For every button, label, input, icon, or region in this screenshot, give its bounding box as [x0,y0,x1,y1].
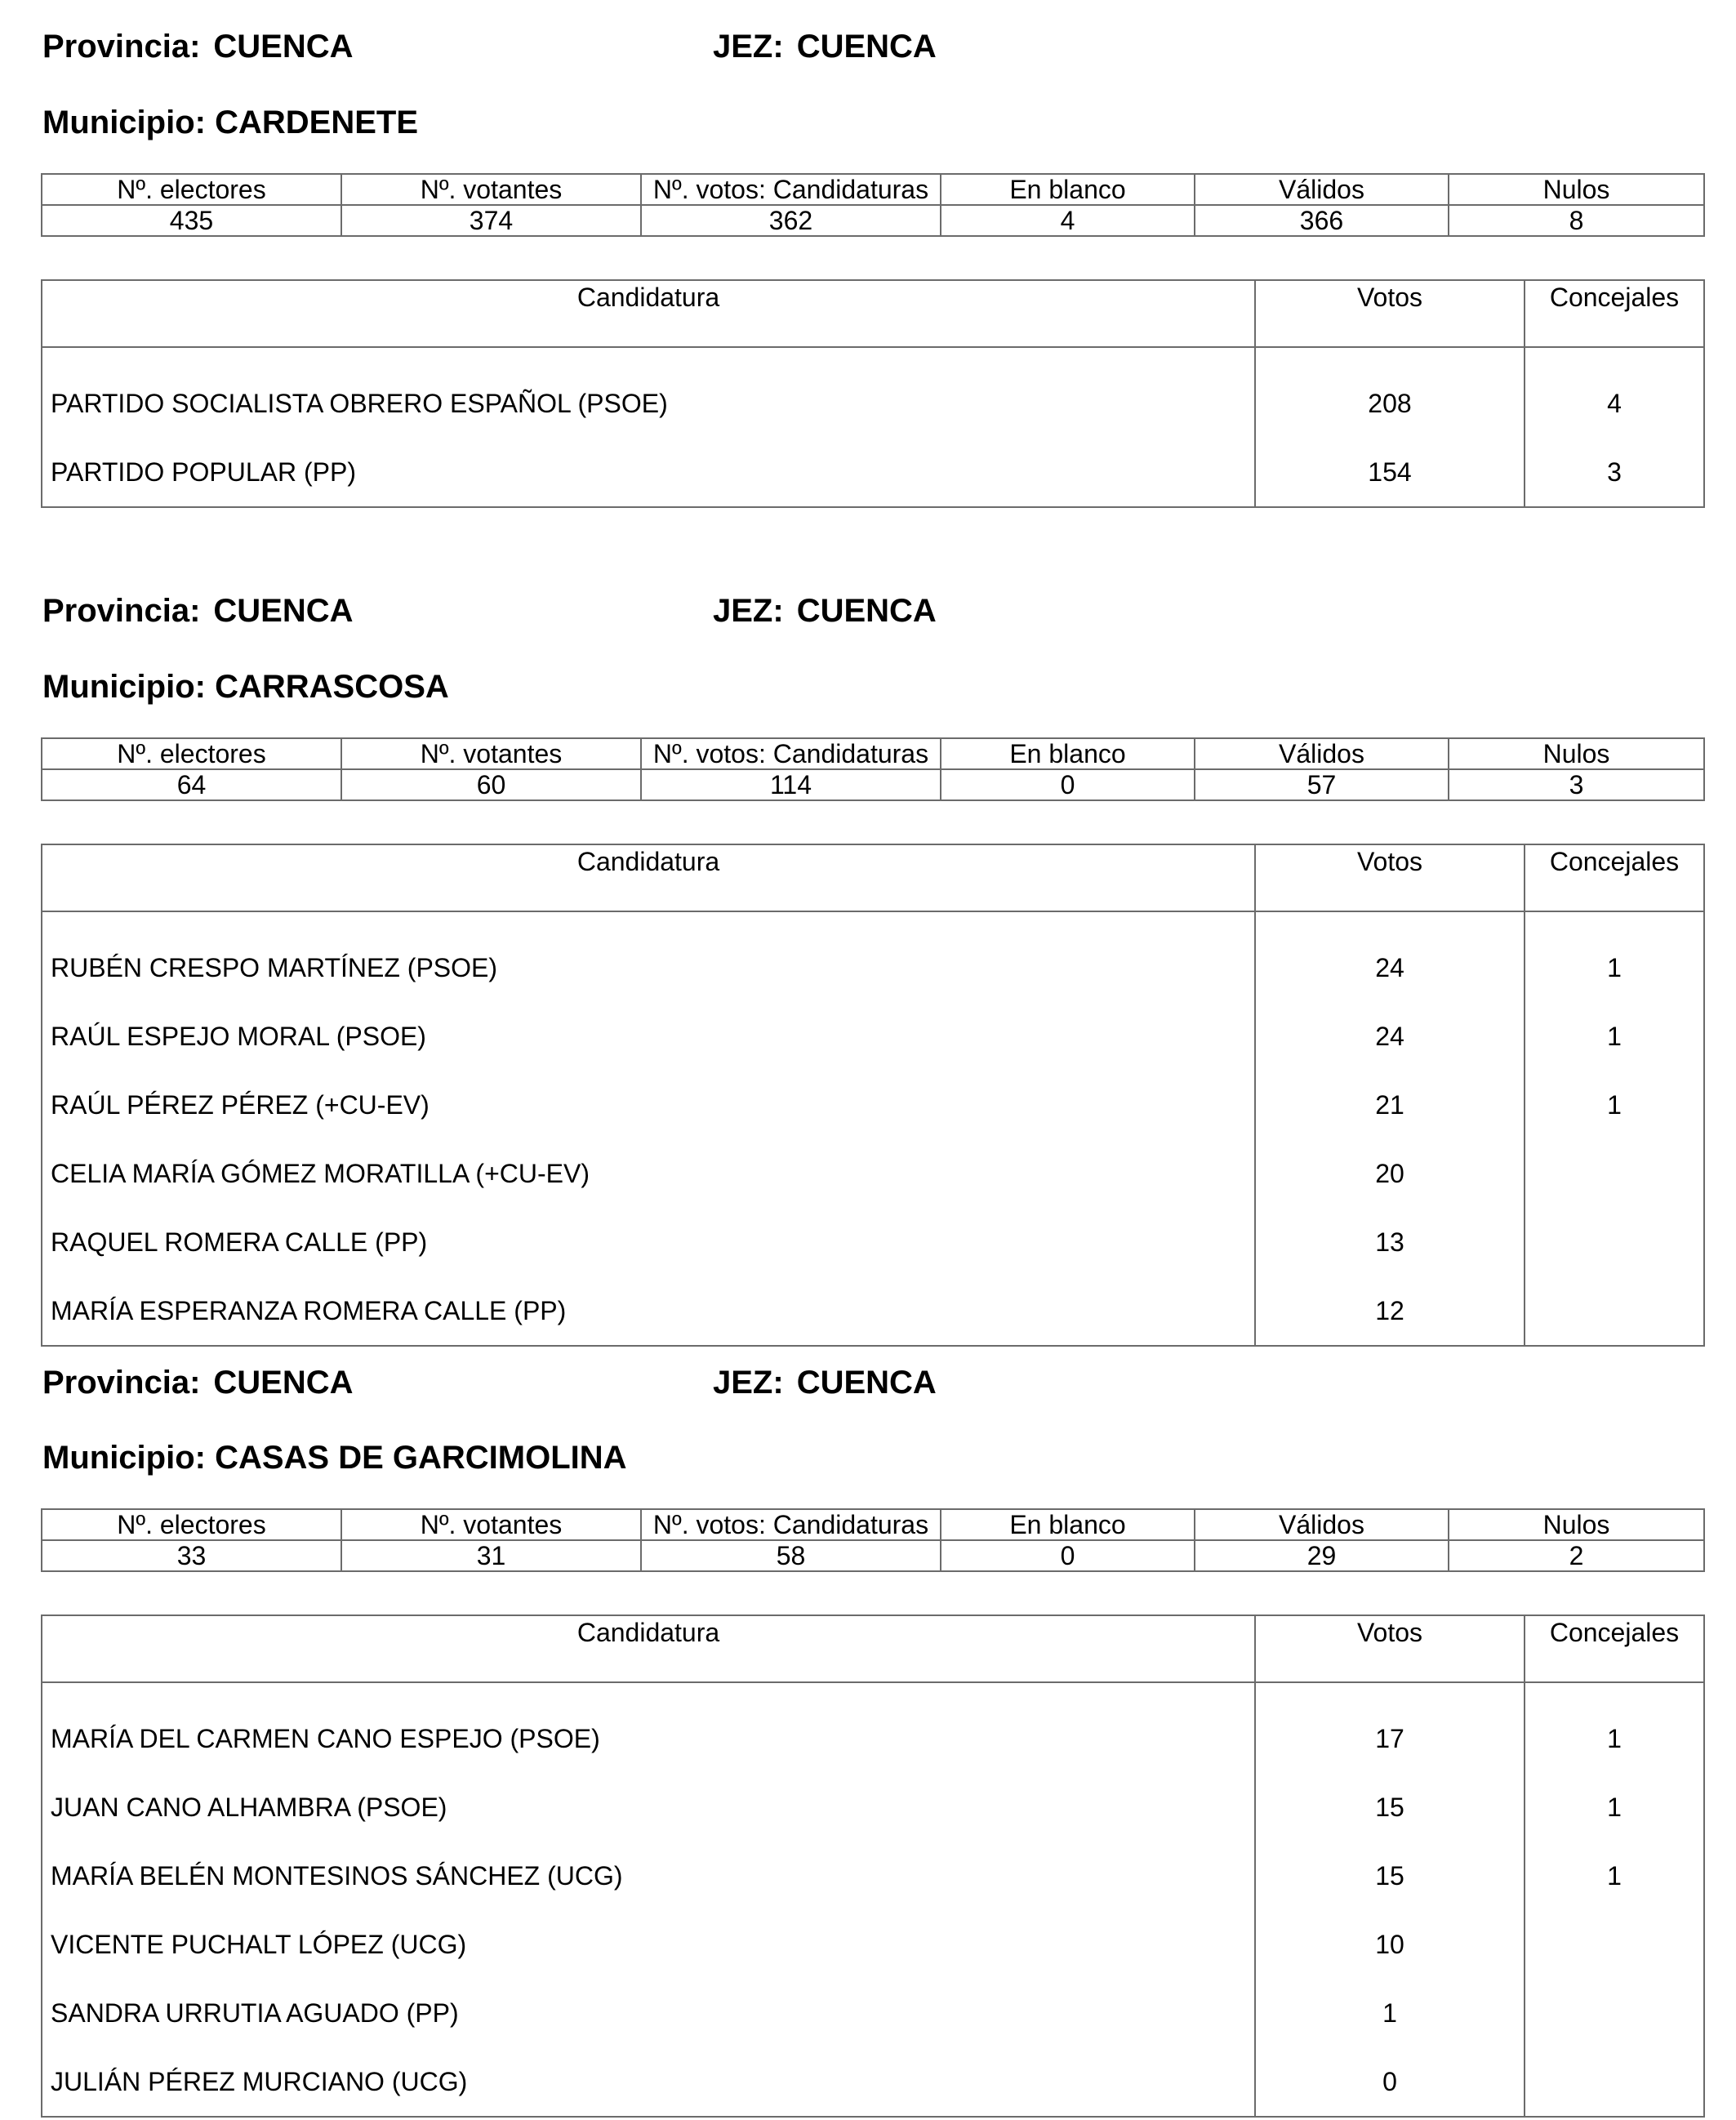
stats-header-nulos: Nulos [1449,174,1704,205]
provincia-heading [42,592,354,630]
stats-header-row [42,174,1704,205]
stats-votos-candidaturas: 114 [641,769,941,800]
candidate-concejales [1525,1910,1704,1979]
jez-heading [713,592,937,630]
stats-header-votantes: Nº. votantes [341,738,641,769]
stats-header-en-blanco: En blanco [941,174,1195,205]
candidate-row [42,911,1704,1002]
municipio-label: Municipio: [42,105,206,140]
provincia-value: CUENCA [213,1365,354,1401]
candidate-votos: 15 [1255,1773,1525,1842]
stats-electores: 33 [42,1540,341,1571]
candidate-concejales: 1 [1525,1002,1704,1071]
candidates-header-row [42,1615,1704,1682]
stats-validos: 366 [1195,205,1449,236]
stats-value-row [42,769,1704,800]
header-candidatura: Candidatura [42,1615,1255,1682]
stats-en-blanco: 4 [941,205,1195,236]
stats-header-votos-candidaturas: Nº. votos: Candidaturas [641,738,941,769]
stats-header-electores: Nº. electores [42,738,341,769]
municipio-heading [42,1439,627,1476]
header-votos: Votos [1255,844,1525,911]
stats-header-votos-candidaturas: Nº. votos: Candidaturas [641,1509,941,1540]
candidate-row [42,1979,1704,2047]
provincia-heading [42,28,354,65]
candidate-row [42,438,1704,507]
candidate-votos: 208 [1255,347,1525,438]
candidate-row [42,1071,1704,1139]
candidate-name: MARÍA DEL CARMEN CANO ESPEJO (PSOE) [42,1682,1255,1773]
candidate-votos: 24 [1255,911,1525,1002]
provincia-heading [42,1364,354,1401]
stats-votantes: 31 [341,1540,641,1571]
municipio-label: Municipio: [42,669,206,705]
header-votos: Votos [1255,280,1525,347]
jez-heading [713,1364,937,1401]
stats-table [41,173,1705,237]
header-concejales: Concejales [1525,280,1704,347]
candidate-concejales: 1 [1525,1071,1704,1139]
candidate-row [42,2047,1704,2117]
municipio-heading [42,104,418,141]
stats-validos: 57 [1195,769,1449,800]
provincia-label: Provincia: [42,593,201,629]
stats-en-blanco: 0 [941,1540,1195,1571]
header-votos: Votos [1255,1615,1525,1682]
municipio-label: Municipio: [42,1440,206,1476]
municipio-value: CARRASCOSA [215,669,449,705]
candidate-votos: 1 [1255,1979,1525,2047]
stats-header-nulos: Nulos [1449,1509,1704,1540]
stats-votantes: 60 [341,769,641,800]
candidate-row [42,1773,1704,1842]
candidate-votos: 12 [1255,1276,1525,1346]
municipio-value: CASAS DE GARCIMOLINA [215,1440,627,1476]
stats-header-electores: Nº. electores [42,174,341,205]
candidate-name: PARTIDO POPULAR (PP) [42,438,1255,507]
stats-header-validos: Válidos [1195,1509,1449,1540]
stats-header-nulos: Nulos [1449,738,1704,769]
stats-table [41,1508,1705,1572]
candidates-header-row [42,844,1704,911]
municipio-value: CARDENETE [215,105,418,140]
jez-label: JEZ: [713,29,784,65]
stats-nulos: 8 [1449,205,1704,236]
header-concejales: Concejales [1525,1615,1704,1682]
stats-validos: 29 [1195,1540,1449,1571]
provincia-value: CUENCA [213,593,354,629]
candidate-votos: 17 [1255,1682,1525,1773]
stats-header-votantes: Nº. votantes [341,1509,641,1540]
candidate-row [42,1682,1704,1773]
candidate-votos: 20 [1255,1139,1525,1208]
candidate-votos: 21 [1255,1071,1525,1139]
stats-header-votos-candidaturas: Nº. votos: Candidaturas [641,174,941,205]
stats-nulos: 2 [1449,1540,1704,1571]
candidate-votos: 13 [1255,1208,1525,1276]
candidate-row [42,1842,1704,1910]
candidate-name: RUBÉN CRESPO MARTÍNEZ (PSOE) [42,911,1255,1002]
candidate-name: SANDRA URRUTIA AGUADO (PP) [42,1979,1255,2047]
candidate-row [42,1208,1704,1276]
stats-header-electores: Nº. electores [42,1509,341,1540]
candidate-name: JULIÁN PÉREZ MURCIANO (UCG) [42,2047,1255,2117]
candidate-name: JUAN CANO ALHAMBRA (PSOE) [42,1773,1255,1842]
stats-value-row [42,205,1704,236]
candidate-name: VICENTE PUCHALT LÓPEZ (UCG) [42,1910,1255,1979]
jez-label: JEZ: [713,593,784,629]
stats-en-blanco: 0 [941,769,1195,800]
header-candidatura: Candidatura [42,844,1255,911]
candidate-concejales: 1 [1525,1773,1704,1842]
candidates-header-row [42,280,1704,347]
stats-votantes: 374 [341,205,641,236]
candidate-votos: 24 [1255,1002,1525,1071]
stats-votos-candidaturas: 362 [641,205,941,236]
candidate-concejales [1525,1208,1704,1276]
candidate-name: RAQUEL ROMERA CALLE (PP) [42,1208,1255,1276]
provincia-label: Provincia: [42,29,201,65]
stats-votos-candidaturas: 58 [641,1540,941,1571]
stats-header-en-blanco: En blanco [941,738,1195,769]
stats-value-row [42,1540,1704,1571]
candidates-table [41,279,1705,508]
jez-value: CUENCA [796,1365,937,1401]
stats-header-row [42,738,1704,769]
candidate-name: PARTIDO SOCIALISTA OBRERO ESPAÑOL (PSOE) [42,347,1255,438]
candidate-row [42,1139,1704,1208]
candidate-concejales [1525,1979,1704,2047]
jez-label: JEZ: [713,1365,784,1401]
municipio-heading [42,668,449,706]
candidate-votos: 154 [1255,438,1525,507]
stats-nulos: 3 [1449,769,1704,800]
stats-header-votantes: Nº. votantes [341,174,641,205]
candidate-concejales [1525,1139,1704,1208]
candidate-name: MARÍA ESPERANZA ROMERA CALLE (PP) [42,1276,1255,1346]
candidate-concejales [1525,1276,1704,1346]
stats-header-en-blanco: En blanco [941,1509,1195,1540]
candidates-table [41,1614,1705,2118]
jez-value: CUENCA [796,29,937,65]
candidate-name: RAÚL ESPEJO MORAL (PSOE) [42,1002,1255,1071]
header-candidatura: Candidatura [42,280,1255,347]
stats-electores: 435 [42,205,341,236]
stats-header-validos: Válidos [1195,738,1449,769]
candidate-row [42,1910,1704,1979]
candidate-concejales: 4 [1525,347,1704,438]
candidates-table [41,844,1705,1347]
provincia-label: Provincia: [42,1365,201,1401]
provincia-value: CUENCA [213,29,354,65]
stats-electores: 64 [42,769,341,800]
stats-table [41,737,1705,801]
candidate-concejales: 1 [1525,1842,1704,1910]
candidate-concejales: 1 [1525,911,1704,1002]
candidate-name: MARÍA BELÉN MONTESINOS SÁNCHEZ (UCG) [42,1842,1255,1910]
candidate-votos: 10 [1255,1910,1525,1979]
stats-header-row [42,1509,1704,1540]
candidate-row [42,1002,1704,1071]
candidate-name: RAÚL PÉREZ PÉREZ (+CU-EV) [42,1071,1255,1139]
candidate-row [42,1276,1704,1346]
stats-header-validos: Válidos [1195,174,1449,205]
header-concejales: Concejales [1525,844,1704,911]
candidate-row [42,347,1704,438]
candidate-concejales: 3 [1525,438,1704,507]
candidate-concejales [1525,2047,1704,2117]
candidate-name: CELIA MARÍA GÓMEZ MORATILLA (+CU-EV) [42,1139,1255,1208]
candidate-concejales: 1 [1525,1682,1704,1773]
jez-heading [713,28,937,65]
candidate-votos: 15 [1255,1842,1525,1910]
candidate-votos: 0 [1255,2047,1525,2117]
jez-value: CUENCA [796,593,937,629]
